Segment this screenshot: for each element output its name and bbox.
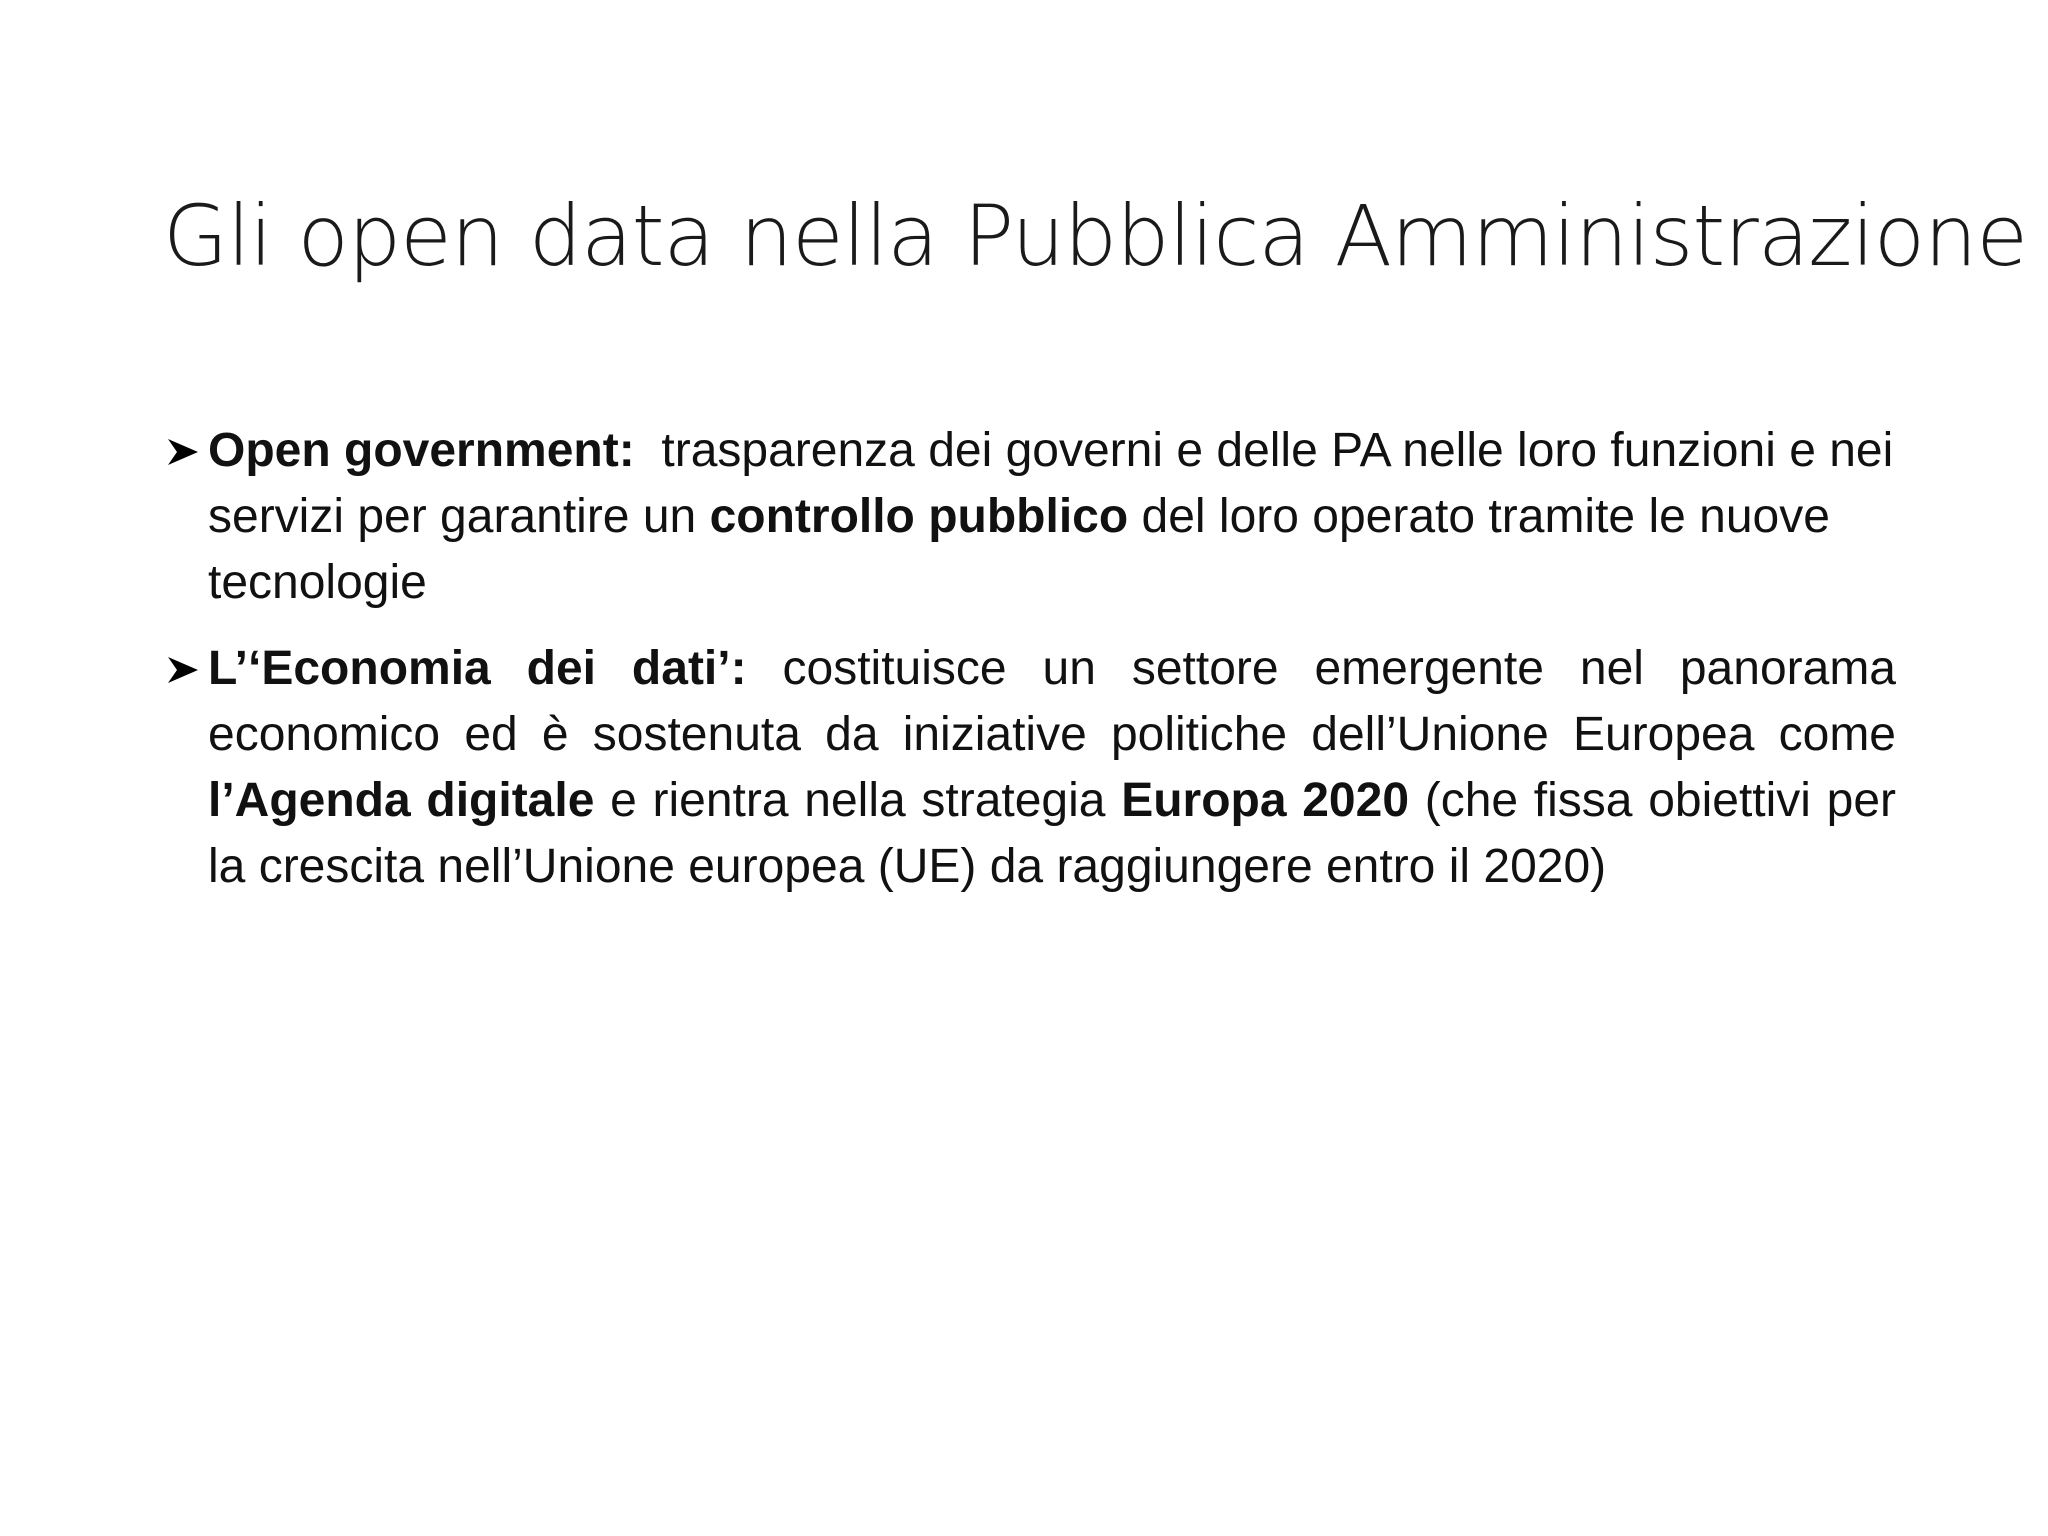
arrow-bullet-icon (168, 636, 204, 702)
bullet-body-mid: e rientra nella strategia (594, 774, 1122, 827)
bullet-economia-dei-dati (168, 636, 1896, 900)
bullet-body-end: del loro operato tramite le nuove tecnologie (208, 490, 1830, 609)
bullet-body: costituisce un settore emergente nel panorama economico ed è sostenuta da iniziative politiche dell’Unione Europea come (208, 642, 1896, 761)
bullet-body-end: (che fissa obiettivi per la crescita nell’Unione europea (UE) da raggiungere entro il 2020) (208, 774, 1897, 893)
bullet-body: trasparenza dei governi e delle PA nelle loro funzioni e nei servizi per garantire un (208, 424, 1907, 543)
bullet-list (168, 418, 1907, 900)
bullet-lead: L’‘Economia dei dati’: (208, 642, 747, 695)
arrow-bullet-icon (168, 418, 204, 484)
bullet-text (202, 636, 1896, 900)
bullet-emphasis: l’Agenda digitale (208, 774, 595, 827)
bullet-text (202, 418, 1907, 616)
bullet-lead: Open government: (208, 424, 635, 477)
bullet-emphasis-2: Europa 2020 (1121, 774, 1410, 827)
bullet-open-government (168, 418, 1907, 616)
slide-title: Gli open data nella Pubblica Amministrazione (163, 187, 2028, 285)
bullet-emphasis: controllo pubblico (709, 490, 1129, 543)
